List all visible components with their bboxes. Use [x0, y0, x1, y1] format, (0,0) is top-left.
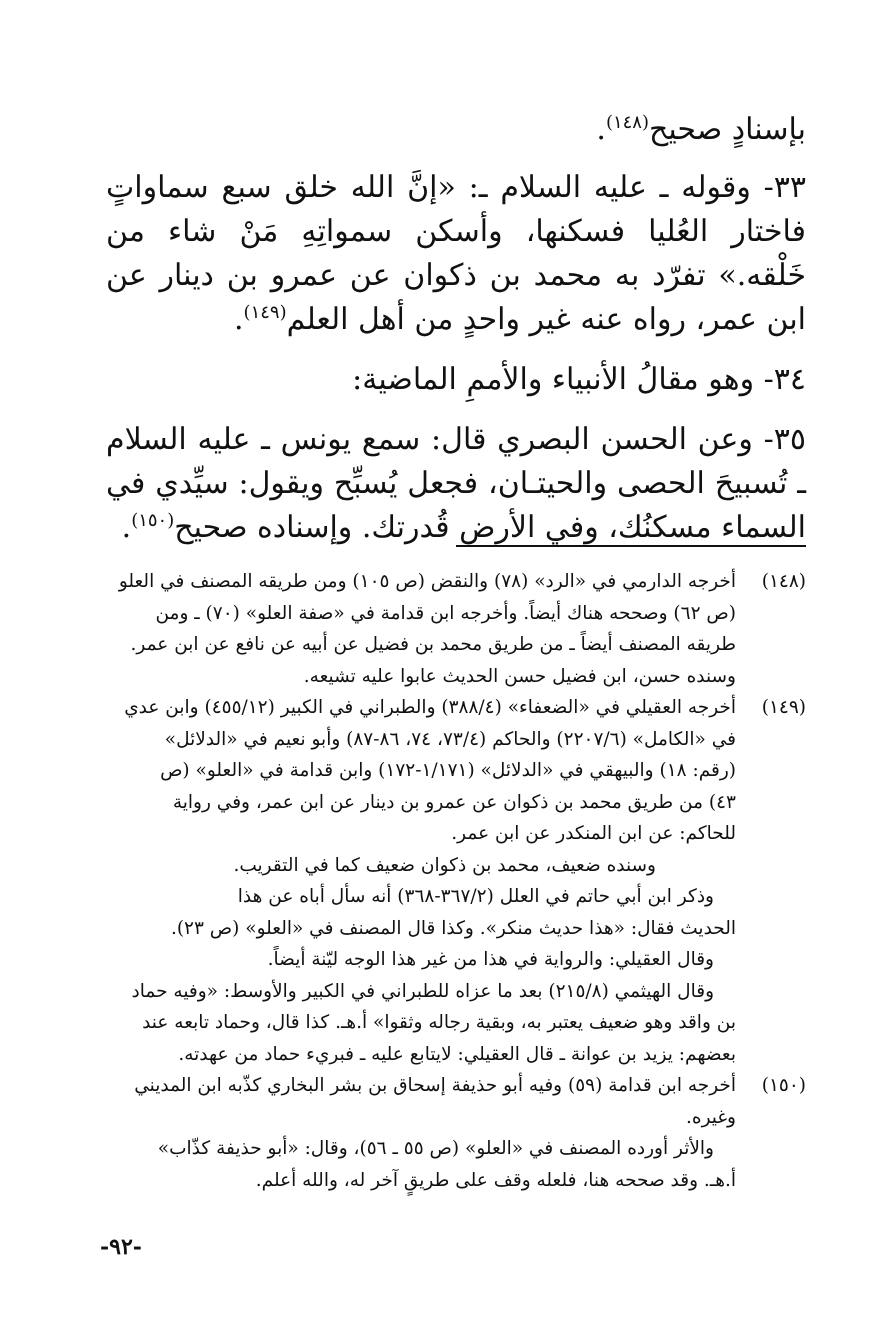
footnote-line: وسنده حسن، ابن فضيل حسن الحديث عابوا عليه تشيعه.	[303, 665, 736, 687]
footnote-148	[106, 566, 806, 692]
footnote-line: أخرجه الدارمي في «الرد» (٧٨) والنقض (ص ١٠٥) ومن طريقه المصنف في العلو	[118, 571, 736, 592]
footnotes	[106, 566, 806, 1196]
main-paragraph-33-end: .	[233, 302, 244, 337]
footnote-line: للحاكم: عن ابن المنكدر عن ابن عمر.	[451, 823, 736, 844]
footnote-line: أ.هـ. وقد صححه هنا، فلعله وقف على طريقٍ آخر له، والله أعلم.	[255, 1169, 736, 1191]
main-paragraph-33	[106, 166, 806, 342]
main-text	[106, 108, 806, 566]
footnote-body	[106, 566, 736, 692]
footnote-line: وقال الهيثمي (٢١٥/٨) بعد ما عزاه للطبراني في الكبير والأوسط: «وفيه حماد	[131, 980, 714, 1002]
footnote-150	[106, 1070, 806, 1196]
footnote-149	[106, 692, 806, 1070]
main-paragraph-0-end: .	[596, 112, 606, 147]
footnote-line: وقال العقيلي: والرواية في هذا من غير هذا الوجه ليّنة أيضاً.	[267, 949, 714, 970]
main-paragraph-35-end: .	[121, 510, 132, 545]
footnote-ref-150[interactable]: (١٥٠)	[131, 510, 175, 531]
footnote-line: الحديث فقال: «هذا حديث منكر». وكذا قال المصنف في «العلو» (ص ٢٣).	[170, 917, 736, 939]
footnote-line: وغيره.	[686, 1106, 736, 1128]
footnote-number: (١٤٨)	[761, 571, 806, 592]
footnote-body	[106, 692, 736, 1070]
footnote-line: أخرجه ابن قدامة (٥٩) وفيه أبو حذيفة إسحاق بن بشر البخاري كذّبه ابن المديني	[134, 1075, 736, 1096]
footnote-line: في «الكامل» (٢٢٠٧/٦) والحاكم (٧٣/٤، ٧٤، ٨٦-٨٧) وأبو نعيم في «الدلائل»	[164, 728, 736, 750]
footnote-line: ٤٣) من طريق محمد بن ذكوان عن عمرو بن دينار عن ابن عمر، وفي رواية	[172, 791, 736, 813]
footnote-line: (رقم: ١٨) والبيهقي في «الدلائل» (١/١٧١-١٧٢) وابن قدامة في «العلو» (ص	[160, 760, 736, 781]
footnote-line: بعضهم: يزيد بن عوانة ـ قال العقيلي: لايتابع عليه ـ فبريء حماد من عهدته.	[178, 1043, 736, 1065]
footnote-number: (١٥٠)	[761, 1075, 806, 1096]
footnote-line: وسنده ضعيف، محمد بن ذكوان ضعيف كما في التقريب.	[233, 854, 656, 876]
footnote-line: أخرجه العقيلي في «الضعفاء» (٣٨٨/٤) والطبراني في الكبير (٤٥٥/١٢) وابن عدي	[124, 697, 736, 718]
footnote-line: وذكر ابن أبي حاتم في العلل (٣٦٧/٢-٣٦٨) أنه سأل أباه عن هذا	[237, 886, 714, 907]
footnote-ref-149[interactable]: (١٤٩)	[243, 302, 287, 323]
main-paragraph-35	[106, 418, 806, 550]
main-paragraph-35-text: ٣٥- وعن الحسن البصري قال: سمع يونس ـ عليه السلام ـ تُسبيحَ الحصى والحيتـان، فجعل يُسبِّح ويقول: سيِّدي في السماء مسكنُك، وفي الأرض قُدرتك. وإسناده صحيح	[106, 422, 806, 545]
page-number: -٩٢-	[100, 1234, 142, 1260]
footnote-line: (ص ٦٢) وصححه هناك أيضاً. وأخرجه ابن قدامة في «صفة العلو» (٧٠) ـ ومن	[155, 602, 736, 624]
footnote-line: طريقه المصنف أيضاً ـ من طريق محمد بن فضيل عن أبيه عن نافع عن ابن عمر.	[130, 634, 736, 655]
main-paragraph-33-text: ٣٣- وقوله ـ عليه السلام ـ: «إنَّ الله خلق سبع سماواتٍ فاختار العُليا فسكنها، وأسكن سمواتِهِ مَنْ شاء من خَلْقه.» تفرّد به محمد بن ذكوان عن عمرو بن دينار عن ابن عمر، رواه عنه غير واحدٍ من أهل العلم	[106, 170, 806, 337]
footnote-divider	[456, 545, 806, 547]
main-paragraph-0	[106, 108, 806, 152]
footnote-body	[106, 1070, 736, 1196]
footnote-ref-148[interactable]: (١٤٨)	[605, 112, 650, 133]
main-paragraph-0-text: بإسنادٍ صحيح	[649, 112, 806, 147]
main-paragraph-34: ٣٤- وهو مقالُ الأنبياء والأممِ الماضية:	[352, 362, 806, 397]
footnote-line: والأثر أورده المصنف في «العلو» (ص ٥٥ ـ ٥٦)، وقال: «أبو حذيفة كذّاب»	[157, 1138, 714, 1159]
footnote-number: (١٤٩)	[761, 697, 806, 718]
footnote-line: بن واقد وهو ضعيف يعتبر به، وبقية رجاله وثقوا» أ.هـ. كذا قال، وحماد تابعه عند	[142, 1012, 736, 1033]
